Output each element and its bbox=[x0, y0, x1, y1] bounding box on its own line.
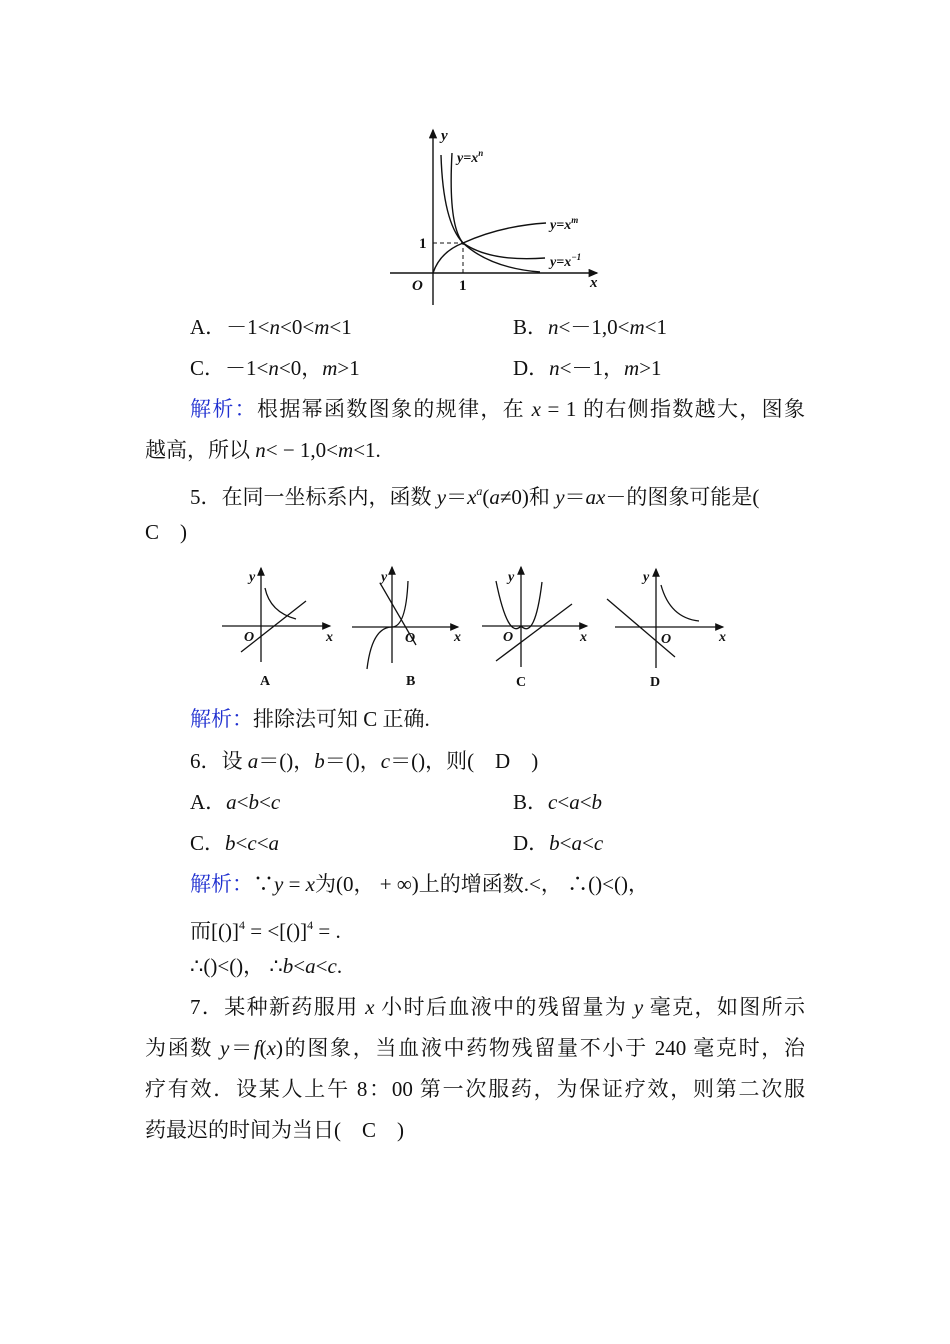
text-segment: C ) bbox=[145, 520, 187, 544]
text-segment: 药最迟的时间为当日( C ) bbox=[145, 1118, 404, 1142]
analysis-label: 解析： bbox=[190, 397, 257, 421]
text-segment: a bbox=[569, 790, 580, 814]
text-segment: C． bbox=[190, 831, 226, 855]
text-segment: a bbox=[489, 485, 500, 509]
text-segment: y bbox=[633, 995, 644, 1019]
text-segment: B． bbox=[513, 315, 549, 339]
text-segment: B． bbox=[513, 790, 549, 814]
text-segment: x bbox=[531, 397, 541, 421]
text-segment: x bbox=[305, 872, 315, 896]
text-segment: a bbox=[268, 831, 280, 855]
y-label: y bbox=[441, 128, 448, 144]
text-segment: A．－1< bbox=[190, 315, 270, 339]
curve-x-n bbox=[451, 153, 540, 272]
text-segment: ax bbox=[585, 485, 606, 509]
text-segment: < bbox=[557, 790, 570, 814]
option-6b bbox=[513, 787, 602, 817]
text-segment: 疗有效．设某人上午 8：00 第一次服药，为保证疗效，则第二次服 bbox=[145, 1077, 805, 1101]
text-segment: <1. bbox=[353, 438, 381, 462]
curve-x-m bbox=[433, 223, 546, 273]
text-segment: < bbox=[256, 831, 269, 855]
text-segment: C．－1< bbox=[190, 356, 269, 380]
tick-y-1: 1 bbox=[419, 236, 427, 252]
label-y-x-m: $y=x^m$ bbox=[550, 215, 579, 233]
text-segment: b bbox=[248, 790, 260, 814]
tick-x-1: 1 bbox=[459, 278, 467, 294]
text-segment: <－1， bbox=[559, 356, 625, 380]
text-segment: x bbox=[266, 1036, 276, 1060]
text-segment: n bbox=[268, 356, 279, 380]
question-6 bbox=[190, 746, 538, 776]
panel-d-origin: O bbox=[661, 632, 672, 647]
text-segment: ＝ bbox=[446, 485, 468, 509]
option-a bbox=[190, 312, 352, 342]
text-segment: ＝()，则( D ) bbox=[390, 749, 539, 773]
panel-a-curve bbox=[265, 588, 296, 619]
text-segment: 排除法可知 C 正确. bbox=[253, 707, 430, 731]
text-segment: ∴()<()， ∴ bbox=[190, 954, 283, 978]
text-segment: b bbox=[549, 831, 560, 855]
analysis-6 bbox=[190, 869, 649, 899]
label-y-x-inv: $y=x^{-1}$ bbox=[550, 252, 582, 270]
option-b bbox=[513, 312, 667, 342]
text-segment: a bbox=[247, 749, 259, 773]
text-segment: c bbox=[593, 831, 604, 855]
text-segment: y bbox=[555, 485, 565, 509]
text-segment: c bbox=[327, 954, 337, 978]
option-d bbox=[513, 353, 662, 383]
text-segment: 为函数 bbox=[145, 1036, 221, 1060]
panel-a-caption: A bbox=[260, 674, 271, 689]
text-segment: . bbox=[336, 954, 343, 978]
text-segment: < bbox=[579, 790, 592, 814]
text-segment: )的图象，当血液中药物残留量不小于 240 毫克时，治 bbox=[275, 1036, 806, 1060]
text-segment: < − 1,0< bbox=[265, 438, 339, 462]
text-segment: = <[()] bbox=[244, 919, 308, 943]
panel-c-origin: O bbox=[503, 630, 514, 645]
panel-d-line bbox=[607, 599, 675, 657]
text-segment: ＝ bbox=[229, 1036, 254, 1060]
text-segment: = 1 的右侧指数越大，图象 bbox=[540, 397, 806, 421]
text-segment: f bbox=[253, 1036, 260, 1060]
text-segment: b bbox=[314, 749, 325, 773]
text-segment: 6．设 bbox=[190, 749, 248, 773]
text-segment: A． bbox=[190, 790, 227, 814]
panel-b-y-label: y bbox=[381, 570, 388, 585]
text-segment: x bbox=[365, 995, 375, 1019]
text-segment: ≠0)和 bbox=[499, 485, 556, 509]
text-segment: <1 bbox=[329, 315, 352, 339]
analysis-6-line2 bbox=[190, 910, 341, 943]
text-segment: <－1,0< bbox=[558, 315, 630, 339]
text-segment: >1 bbox=[337, 356, 360, 380]
text-segment: = . bbox=[313, 919, 341, 943]
option-6d bbox=[513, 828, 603, 858]
text-segment: n bbox=[255, 438, 266, 462]
panel-c-y-label: y bbox=[508, 570, 515, 585]
panel-a-y-label: y bbox=[249, 570, 256, 585]
analysis-5 bbox=[190, 704, 430, 734]
text-segment: < bbox=[235, 831, 248, 855]
text-segment: ＝()， bbox=[324, 749, 381, 773]
text-segment: < bbox=[293, 954, 306, 978]
question-7-line3 bbox=[145, 1074, 805, 1104]
text-segment: m bbox=[314, 315, 330, 339]
text-segment: 为(0， + ∞)上的增函数.<， ∴()<()， bbox=[315, 872, 649, 896]
text-segment: 7．某种新药服用 bbox=[190, 995, 366, 1019]
question-5 bbox=[190, 476, 760, 509]
text-segment: m bbox=[338, 438, 354, 462]
text-segment: ( bbox=[259, 1036, 267, 1060]
text-segment: 4 bbox=[238, 918, 245, 932]
text-segment: <0， bbox=[278, 356, 323, 380]
analysis-label: 解析： bbox=[190, 872, 253, 896]
analysis-4-cont bbox=[145, 435, 381, 465]
text-segment: a bbox=[305, 954, 316, 978]
text-segment: 5．在同一坐标系内，函数 bbox=[190, 485, 437, 509]
answer-5 bbox=[145, 517, 187, 547]
option-c bbox=[190, 353, 360, 383]
text-segment: y bbox=[220, 1036, 230, 1060]
question-7 bbox=[190, 992, 805, 1022]
text-segment: <0< bbox=[280, 315, 315, 339]
text-segment: D． bbox=[513, 831, 550, 855]
text-segment: n bbox=[548, 315, 559, 339]
power-function-labels bbox=[412, 128, 598, 294]
analysis-4 bbox=[190, 394, 805, 424]
panel-c-curve bbox=[496, 581, 542, 629]
question-7-line2 bbox=[145, 1033, 805, 1063]
text-segment: n bbox=[269, 315, 281, 339]
option-6a bbox=[190, 787, 280, 817]
text-segment: b bbox=[225, 831, 236, 855]
text-segment: m bbox=[629, 315, 645, 339]
text-segment: m bbox=[624, 356, 640, 380]
panel-b-caption: B bbox=[406, 674, 416, 689]
text-segment: a bbox=[226, 790, 237, 814]
text-segment: >1 bbox=[639, 356, 662, 380]
text-segment: = bbox=[283, 872, 306, 896]
option-graph-labels bbox=[244, 570, 726, 690]
text-segment: x bbox=[467, 485, 477, 509]
panel-a-origin: O bbox=[244, 630, 255, 645]
text-segment: D． bbox=[513, 356, 550, 380]
text-segment: < bbox=[559, 831, 572, 855]
label-y-x-n: $y=x^n$ bbox=[457, 148, 484, 166]
question-7-line4 bbox=[145, 1115, 404, 1145]
origin-label: O bbox=[412, 278, 423, 294]
panel-d-y-label: y bbox=[643, 570, 650, 585]
text-segment: 毫克，如图所示 bbox=[643, 995, 806, 1019]
text-segment: a bbox=[571, 831, 583, 855]
text-segment: 而[()] bbox=[190, 919, 239, 943]
text-segment: 小时后血液中的残留量为 bbox=[374, 995, 634, 1019]
text-segment: c bbox=[380, 749, 391, 773]
text-segment: b bbox=[591, 790, 603, 814]
analysis-6-line3 bbox=[190, 951, 342, 981]
text-segment: m bbox=[322, 356, 338, 380]
panel-c-caption: C bbox=[516, 675, 527, 690]
panel-b-curve bbox=[367, 581, 408, 669]
text-segment: <1 bbox=[644, 315, 667, 339]
panel-d-x-label: x bbox=[719, 630, 726, 645]
text-segment: b bbox=[282, 954, 294, 978]
text-segment: y bbox=[436, 485, 447, 509]
text-segment: < bbox=[315, 954, 328, 978]
panel-c-x-label: x bbox=[580, 630, 587, 645]
text-segment: ( bbox=[482, 485, 490, 509]
panel-a-x-label: x bbox=[326, 630, 333, 645]
option-6c bbox=[190, 828, 279, 858]
panel-b-x-label: x bbox=[454, 630, 461, 645]
text-segment: 越高，所以 bbox=[145, 438, 256, 462]
dashed-guide bbox=[433, 243, 463, 273]
analysis-label: 解析： bbox=[190, 707, 253, 731]
text-segment: c bbox=[270, 790, 281, 814]
text-segment: ∵ bbox=[253, 872, 274, 896]
text-segment: －的图象可能是( bbox=[605, 485, 760, 509]
x-label: x bbox=[590, 275, 598, 291]
panel-d-curve bbox=[661, 585, 699, 621]
text-segment: < bbox=[582, 831, 594, 855]
text-segment: < bbox=[259, 790, 271, 814]
text-segment: a bbox=[476, 484, 483, 498]
text-segment: n bbox=[549, 356, 560, 380]
panel-d-caption: D bbox=[650, 675, 661, 690]
text-segment: 根据幂函数图象的规律，在 bbox=[257, 397, 532, 421]
panel-b-origin: O bbox=[405, 631, 416, 646]
text-segment: c bbox=[247, 831, 257, 855]
text-segment: ＝()， bbox=[258, 749, 315, 773]
text-segment: < bbox=[236, 790, 249, 814]
text-segment: c bbox=[548, 790, 558, 814]
text-segment: ＝ bbox=[564, 485, 586, 509]
text-segment: 4 bbox=[307, 918, 314, 932]
text-segment: y bbox=[274, 872, 284, 896]
